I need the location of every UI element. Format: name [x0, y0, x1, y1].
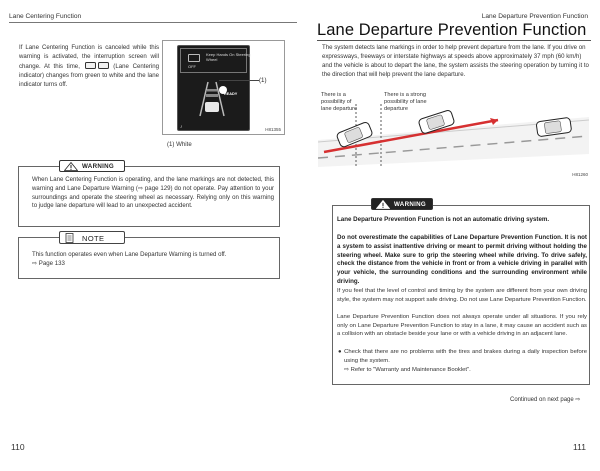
continued-link[interactable]: Continued on next page ⇨ [510, 397, 581, 403]
running-head-left: Lane Centering Function [9, 13, 82, 20]
warning-bold-2: Do not overestimate the capabilities of Lane Departure Prevention Function. It is not a system to assist inattentive driving or meant to permit driving without holding the steering wheel. Make sure to grip the steering wheel while driving. To drive safely, check the distance from the vehicle in front or from a vehicle driving in parallel with your vehicle, the surrounding conditions and the surrounding environment while driving. [337, 234, 587, 285]
interruption-screen-figure [162, 40, 285, 135]
warning-bold-1: Lane Departure Prevention Function is not an automatic driving system. [337, 216, 550, 223]
page-number-left: 110 [11, 442, 25, 452]
lane-indicator-icon [192, 78, 232, 118]
meter-display [177, 45, 250, 131]
left-intro-paragraph [19, 44, 159, 90]
hands-on-wheel-icon [188, 54, 200, 62]
warning-label: WARNING [82, 163, 115, 170]
off-label: OFF [188, 64, 196, 69]
warning-triangle-icon [376, 200, 390, 209]
page-number-right: 111 [573, 442, 586, 452]
left-intro-text-1: If Lane Centering Function is canceled while this warning is activated, the interruption screen will change. At this time, [19, 44, 159, 70]
note-box [18, 234, 280, 279]
left-intro-text-2: (Lane Centering indicator) changes from green to white and the lane indicator turns off. [19, 62, 160, 88]
running-head-right: Lane Departure Prevention Function [481, 13, 588, 20]
figure-caption: (1) White [167, 141, 192, 148]
ready-label: READY [224, 92, 238, 96]
message-area [180, 48, 251, 73]
note-tab [59, 231, 125, 244]
warning-bullet: ● Check that there are no problems with the tires and brakes during a daily inspection before using the system. [338, 349, 587, 364]
warning-tab-right [371, 198, 433, 210]
note-label: NOTE [82, 234, 105, 243]
note-body: This function operates even when Lane Departure Warning is turned off. [32, 251, 227, 258]
warning-bullet-ref[interactable]: ⇨ Refer to "Warranty and Maintenance Booklet". [344, 367, 471, 373]
screen-message: Keep Hands On Steering Wheel [206, 52, 251, 63]
note-text [32, 251, 274, 269]
section-title: Lane Departure Prevention Function [317, 21, 587, 39]
label-possibility: There is a possibility of lane departure [321, 92, 358, 112]
callout-line [219, 80, 259, 81]
warning-tab [59, 160, 125, 172]
figure-code-left: H81355 [265, 127, 281, 132]
left-warning-box [18, 163, 280, 227]
header-rule-left [9, 22, 297, 23]
note-page-ref[interactable]: ⇨ Page 133 [32, 259, 65, 267]
right-intro-paragraph: The system detects lane markings in order to help prevent departure from the lane. If you drive on expressways, freeways or interstate highways at speeds above approximately 37 mph (60 km/h) and the vehicle is about to depart the lane, the system assists the steering operation by turning it to the direction that will help prevent the lane departure. [322, 44, 589, 78]
title-rule [317, 40, 591, 41]
figure-code-right: H81260 [572, 172, 588, 177]
warning-normal-2: Lane Departure Prevention Function does not always operate under all situations. If you rely only on Lane Departure Prevention Function to stay in a lane, it may cause an accident such as a collision with an obstacle beside your lane or with a vehicle driving in an adjacent lane. [337, 314, 587, 338]
callout-number: (1) [259, 77, 267, 84]
lane-centering-indicator-icon [85, 62, 96, 69]
lane-centering-status-icon [98, 62, 109, 69]
warning-text: When Lane Centering Function is operating, and the lane markings are not detected, this warning and Lane Departure Warning (⇨ page 129) do not operate. Pay attention to your surroundings and operate the steering wheel as necessary. Relying only on this warning to judge lane departure will lead to an unexpected accident. [32, 176, 274, 210]
warning-normal-1: If you feel that the level of control and timing by the system are different from your own driving style, the system may not support safe driving. Do not use Lane Departure Prevention Function. [337, 288, 587, 303]
label-strong-possibility: There is a strong possibility of lane departure [384, 92, 427, 112]
right-warning-box [332, 201, 590, 385]
note-icon [65, 233, 74, 243]
warning-label-right: WARNING [394, 201, 427, 208]
lane-departure-diagram [318, 92, 589, 167]
warning-bell-icon: ♪ [180, 124, 183, 130]
warning-triangle-icon [64, 162, 78, 171]
